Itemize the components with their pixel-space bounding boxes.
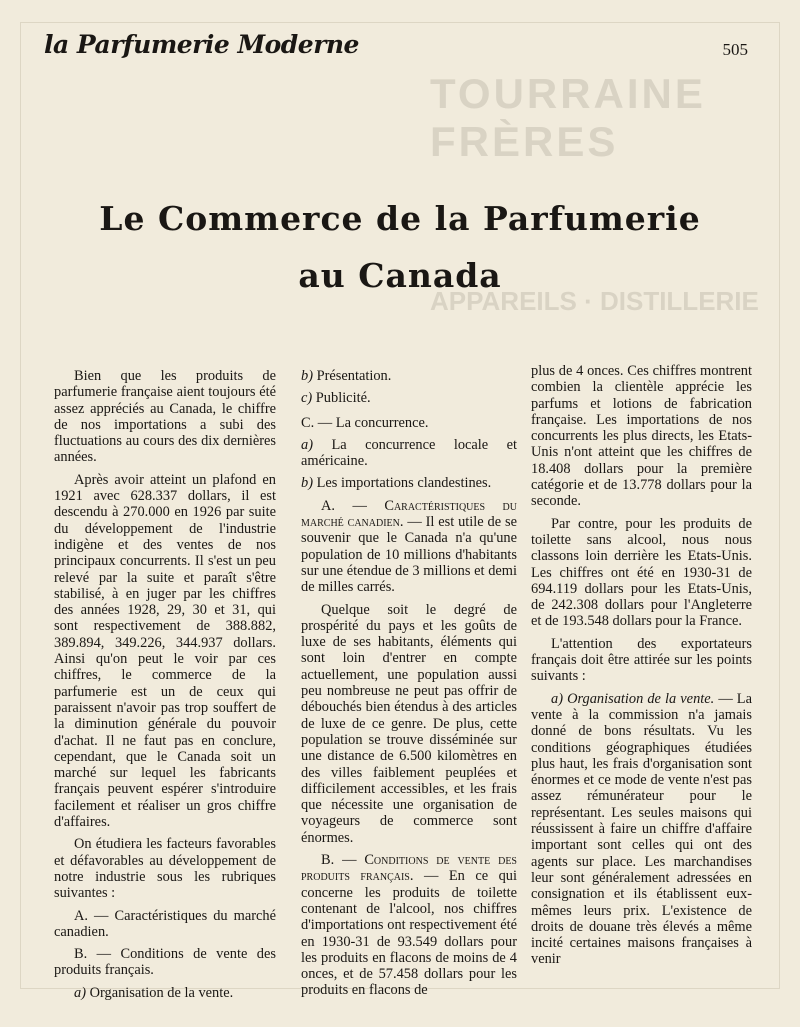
section-b-paragraph [301,852,517,999]
section-text: — En ce qui concerne les produits de toilette contenant de l'alcool, nos chiffres d'importations ont respectivement été en 1930-31 de 93.549 dollars pour les produits en flacons de moins de 4 onces, et de 57.458 dollars pour les produits en flacons de [301,868,517,999]
ghost-subline: APPAREILS · DISTILLERIE [430,286,759,316]
title-line-1: Le Commerce de la Parfumerie [99,199,701,238]
paragraph: On étudiera les facteurs favorables et défavorables au développement de notre industrie sous les rubriques suivantes : [54,836,276,902]
paragraph: Quelque soit le degré de prospérité du pays et les goûts de luxe de ses habitants, éléments qui sont loin d'entrer en compte actuellement, une population aussi peu nombreuse ne peut pas offrir de débouchés bien étendus à des articles de luxe de ce genre. De plus, cette population se trouve disséminée sur une distance de 6.500 kilomètres en des villes faiblement peuplées et difficilement accessibles, et les frais que nécessite une organisation de voyageurs de commerce sont énormes. [301,601,517,846]
ghost-heading: TOURRAINE FRÈRES [430,70,706,165]
item-label: b) [301,368,313,384]
paragraph: Par contre, pour les produits de toilette sans alcool, nous nous classons loin derrière les Etats-Unis. Les chiffres ont été en 1930-31 de 694.119 dollars pour les Etats-Unis, de 242.308 dollars pour l'Angleterre et de 193.548 dollars pour la France. [531,515,752,630]
list-item [301,368,517,384]
item-text: Les importations clandestines. [316,475,492,492]
subsection-paragraph [531,691,752,968]
paragraph: Bien que les produits de parfumerie française aient toujours été assez appréciés au Canada, le chiffre de nos importations a subi des fluctuations au cours des dix dernières années. [54,368,276,466]
paragraph: Après avoir atteint un plafond en 1921 avec 628.337 dollars, il est descendu à 270.000 en 1926 par suite du développement de l'industrie indigène et des ventes de nos principaux concurrents. Il s'est un peu relevé par la suite et paraît s'être stabilisé, à en juger par les chiffres des années 1928, 29, 30 et 31, qui sont respectivement de 388.882, 389.894, 349.226, 344.937 dollars. Ainsi qu'on peut le voir par ces chiffres, le commerce de la parfumerie est un de ceux qui paraissent n'avoir pas trop souffert de la diminution générale du pouvoir d'achat. Il ne faut pas en conclure, cependant, que le Canada soit un marché sur lequel les fabricants français peuvent espérer s'introduire facilement et réaliser un gros chiffre d'affaires. [54,471,276,831]
list-item [301,390,517,406]
list-item: C. — La concurrence. [301,414,429,431]
column-3 [531,363,752,974]
subsection-text: — La vente à la commission n'a jamais donné de bons résultats. Vu les conditions géographiques étudiées plus haut, les frais d'organisation sont énormes et ce mode de vente n'est pas assez rémunérateur pour le représentant. Les seules maisons qui réussissent à faire un chiffre d'affaire important sont celles qui ont des agents sur place. Les marchandises leur sont généralement adressées en consignation et ils établissent eux-mêmes leurs prix. L'existence de droits de douane très élevés a même incité certaines maisons françaises à venir [531,690,752,968]
list-item [301,437,517,470]
page-number: 505 [722,40,748,59]
section-text: — Il est utile de se souvenir que le Canada n'a qu'une population de 10 millions d'habitants sur une étendue de 3 millions et demi de milles carrés. [301,514,517,596]
item-text: Présentation. [316,368,392,384]
section-a-paragraph [301,498,517,596]
column-2 [301,368,517,1005]
item-text: Organisation de la vente. [89,984,234,1001]
column-1 [54,368,276,1007]
subsection-heading: a) Organisation de la vente. [551,690,715,707]
section-heading: B. — Conditions de vente des produits français. [301,852,517,885]
paragraph: plus de 4 onces. Ces chiffres montrent combien la clientèle apprécie les parfums et lotions de fabrication française. Les importations de nos concurrents les plus directs, les Etats-Unis n'ont atteint que les chiffres de 18.408 dollars pour la première catégorie et de 13.778 dollars pour la seconde. [531,363,752,510]
list-item [301,475,517,491]
item-label: b) [301,475,313,492]
title-line-2: au Canada [298,256,502,295]
item-text: La concurrence locale et américaine. [301,436,517,470]
section-heading: A. — Caractéristiques du marché canadien. [301,497,517,531]
item-label: a) [74,984,86,1001]
item-label: c) [301,390,313,407]
list-item: B. — Conditions de vente des produits français. [54,946,276,979]
masthead-logo: la Parfumerie Moderne [44,30,359,59]
article-title [0,190,800,304]
item-text: Publicité. [315,390,371,407]
list-item: A. — Caractéristiques du marché canadien. [54,907,276,940]
list-item [54,985,276,1001]
paragraph: L'attention des exportateurs français doit être attirée sur les points suivants : [531,635,752,685]
item-label: a) [301,436,313,453]
